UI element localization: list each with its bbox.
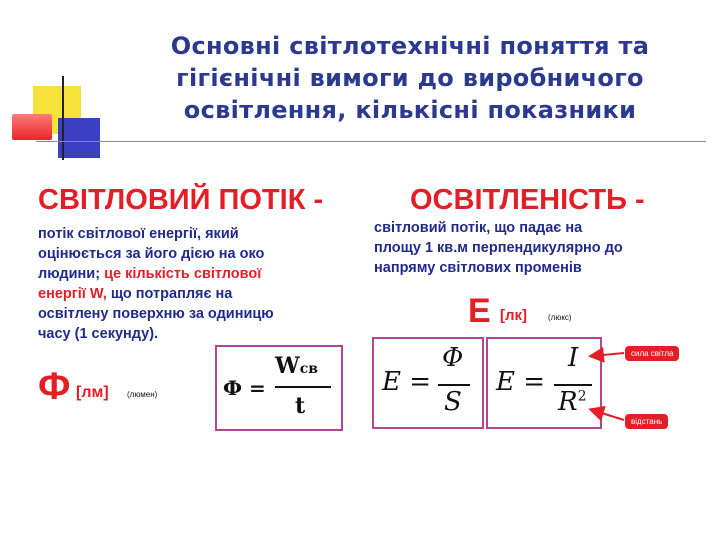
illum-formula-box-1	[372, 337, 484, 429]
arrow-to-intensity	[592, 353, 624, 356]
annotation-arrows	[560, 340, 630, 430]
illum-unit: [лк]	[500, 307, 528, 324]
illum-formula2-lhs: E =	[496, 367, 546, 397]
flux-unit: [лм]	[76, 384, 109, 401]
title-line-1: Основні світлотехнічні поняття та	[170, 32, 650, 60]
illum-desc-line-1: світловий потік, що падає на	[374, 220, 583, 236]
slide-title	[110, 30, 710, 126]
flux-formula-lhs: Ф =	[223, 376, 266, 400]
illum-description	[374, 218, 623, 278]
illum-formula1-lhs: E =	[382, 367, 432, 397]
flux-symbol: Ф	[38, 366, 71, 408]
decor-blue-square	[58, 118, 100, 158]
flux-heading: СВІТЛОВИЙ ПОТІК -	[38, 184, 324, 216]
illum-unit-note: (люкс)	[548, 313, 572, 322]
flux-desc-line-5: освітлену поверхню за одиницю	[38, 306, 274, 322]
flux-desc-line-3: людини; це кількість світлової	[38, 266, 262, 282]
flux-description	[38, 224, 274, 344]
title-line-2: гігієнічні вимоги до виробничого	[176, 64, 644, 92]
title-divider	[36, 141, 706, 142]
flux-formula-box	[215, 345, 343, 431]
illum-symbol: E	[468, 292, 491, 330]
flux-unit-note: (люмен)	[127, 390, 158, 399]
flux-formula-denominator: t	[295, 393, 306, 419]
arrow-to-distance	[592, 410, 624, 420]
tag-intensity: сила світла	[625, 346, 679, 361]
tag-distance: відстань	[625, 414, 668, 429]
illum-formula1-numerator: Φ	[442, 343, 464, 373]
illum-formula2-denominator: $R^2$	[558, 387, 587, 417]
illum-heading: ОСВІТЛЕНІСТЬ -	[410, 184, 645, 216]
illum-formula1-denominator: S	[444, 387, 462, 417]
flux-desc-line-4: енергії W, що потрапляє на	[38, 286, 233, 302]
title-line-3: освітлення, кількісні показники	[183, 96, 637, 124]
flux-desc-line-6: часу (1 секунду).	[38, 326, 159, 342]
flux-desc-line-2: оцінюється за його дією на око	[38, 246, 265, 262]
illum-formula2-numerator: I	[568, 343, 579, 373]
decor-vertical-line	[62, 76, 64, 160]
illum-formula1-bar	[438, 384, 470, 386]
decor-red-bar	[12, 114, 52, 140]
illum-desc-line-2: площу 1 кв.м перпендикулярно до	[374, 240, 623, 256]
flux-fraction-bar	[275, 386, 331, 388]
flux-desc-line-1: потік світлової енергії, який	[38, 226, 239, 242]
illum-desc-line-3: напряму світлових променів	[374, 260, 582, 276]
flux-formula-numerator: Wсв	[275, 353, 318, 379]
